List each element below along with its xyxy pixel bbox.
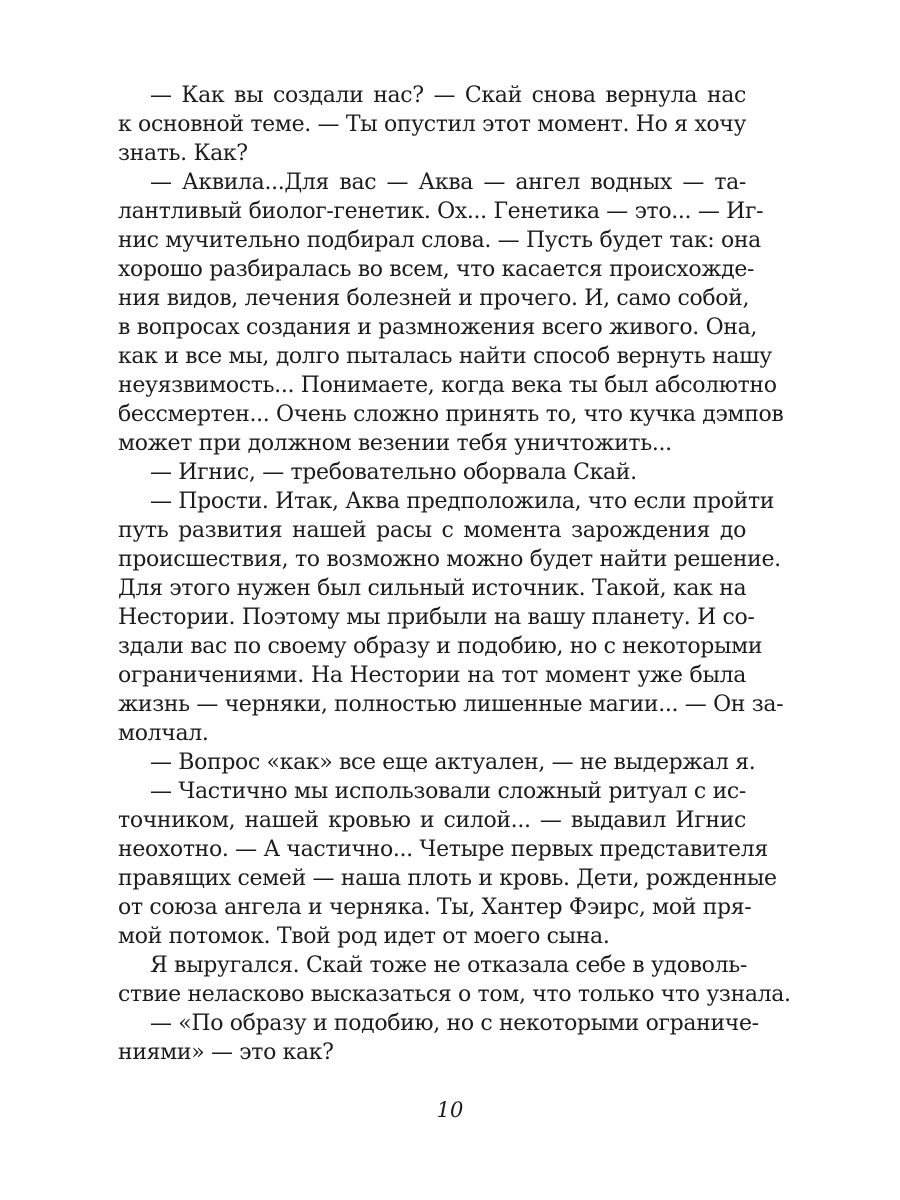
text-line: путь развития нашей расы с момента зарождения до: [118, 518, 746, 543]
text-line: — Частично мы использовали сложный ритуал с ис-: [150, 779, 746, 804]
text-line: здали вас по своему образу и подобию, но с некоторыми: [118, 634, 763, 659]
paragraph: [118, 81, 746, 168]
text-line: Нестории. Поэтому мы прибыли на вашу планету. И со-: [118, 605, 755, 630]
text-line: — Прости. Итак, Аква предположила, что если пройти: [150, 489, 775, 514]
page-number: 10: [436, 1098, 464, 1122]
text-line: происшествия, то возможно можно будет найти решение.: [118, 547, 781, 572]
paragraph: [118, 777, 777, 951]
text-line: знать. Как?: [118, 141, 248, 166]
text-line: ния видов, лечения болезней и прочего. И, само собой,: [118, 286, 750, 311]
book-page-text: [118, 81, 791, 1067]
text-line: молчал.: [118, 721, 209, 746]
text-line: нис мучительно подбирал слова. — Пусть будет так: она: [118, 228, 761, 253]
text-line: к основной теме. — Ты опустил этот момент. Но я хочу: [118, 112, 747, 137]
text-line: как и все мы, долго пыталась найти способ вернуть нашу: [118, 344, 772, 369]
text-line: мой потомок. Твой род идет от моего сына.: [118, 924, 610, 949]
paragraph: [118, 1009, 759, 1067]
text-line: неохотно. — А частично... Четыре первых представителя: [118, 837, 768, 862]
text-line: от союза ангела и черняка. Ты, Хантер Фэирс, мой пря-: [118, 895, 752, 920]
paragraph: [118, 748, 756, 777]
text-line: ствие неласково высказаться о том, что только что узнала.: [118, 982, 791, 1007]
paragraph: [118, 168, 784, 458]
text-body: [118, 81, 791, 1067]
text-line: ограничениями. На Нестории на тот момент уже была: [118, 663, 746, 688]
text-line: правящих семей — наша плоть и кровь. Дети, рожденные: [118, 866, 777, 891]
paragraph: [118, 458, 746, 487]
paragraph: [118, 951, 791, 1009]
text-line: хорошо разбиралась во всем, что касается происхожде-: [118, 257, 755, 282]
text-line: лантливый биолог-генетик. Ох... Генетика — это... — Иг-: [118, 199, 764, 224]
text-line: — Как вы создали нас? — Скай снова вернула нас: [150, 83, 746, 108]
text-line: ниями» — это как?: [118, 1040, 334, 1065]
text-line: — Вопрос «как» все еще актуален, — не выдержал я.: [150, 750, 756, 775]
paragraph: [118, 487, 784, 748]
text-line: Я выругался. Скай тоже не отказала себе в удоволь-: [150, 953, 747, 978]
text-line: неуязвимость... Понимаете, когда века ты был абсолютно: [118, 373, 777, 398]
text-line: Для этого нужен был сильный источник. Такой, как на: [118, 576, 747, 601]
text-line: — «По образу и подобию, но с некоторыми ограниче-: [150, 1011, 759, 1036]
text-line: — Игнис, — требовательно оборвала Скай.: [150, 460, 637, 485]
text-line: — Аквила...Для вас — Аква — ангел водных — та-: [150, 170, 746, 195]
text-line: точником, нашей кровью и силой... — выдавил Игнис: [118, 808, 746, 833]
text-line: может при должном везении тебя уничтожить...: [118, 431, 672, 456]
text-line: в вопросах создания и размножения всего живого. Она,: [118, 315, 757, 340]
text-line: жизнь — черняки, полностью лишенные магии... — Он за-: [118, 692, 784, 717]
text-line: бессмертен... Очень сложно принять то, что кучка дэмпов: [118, 402, 784, 427]
